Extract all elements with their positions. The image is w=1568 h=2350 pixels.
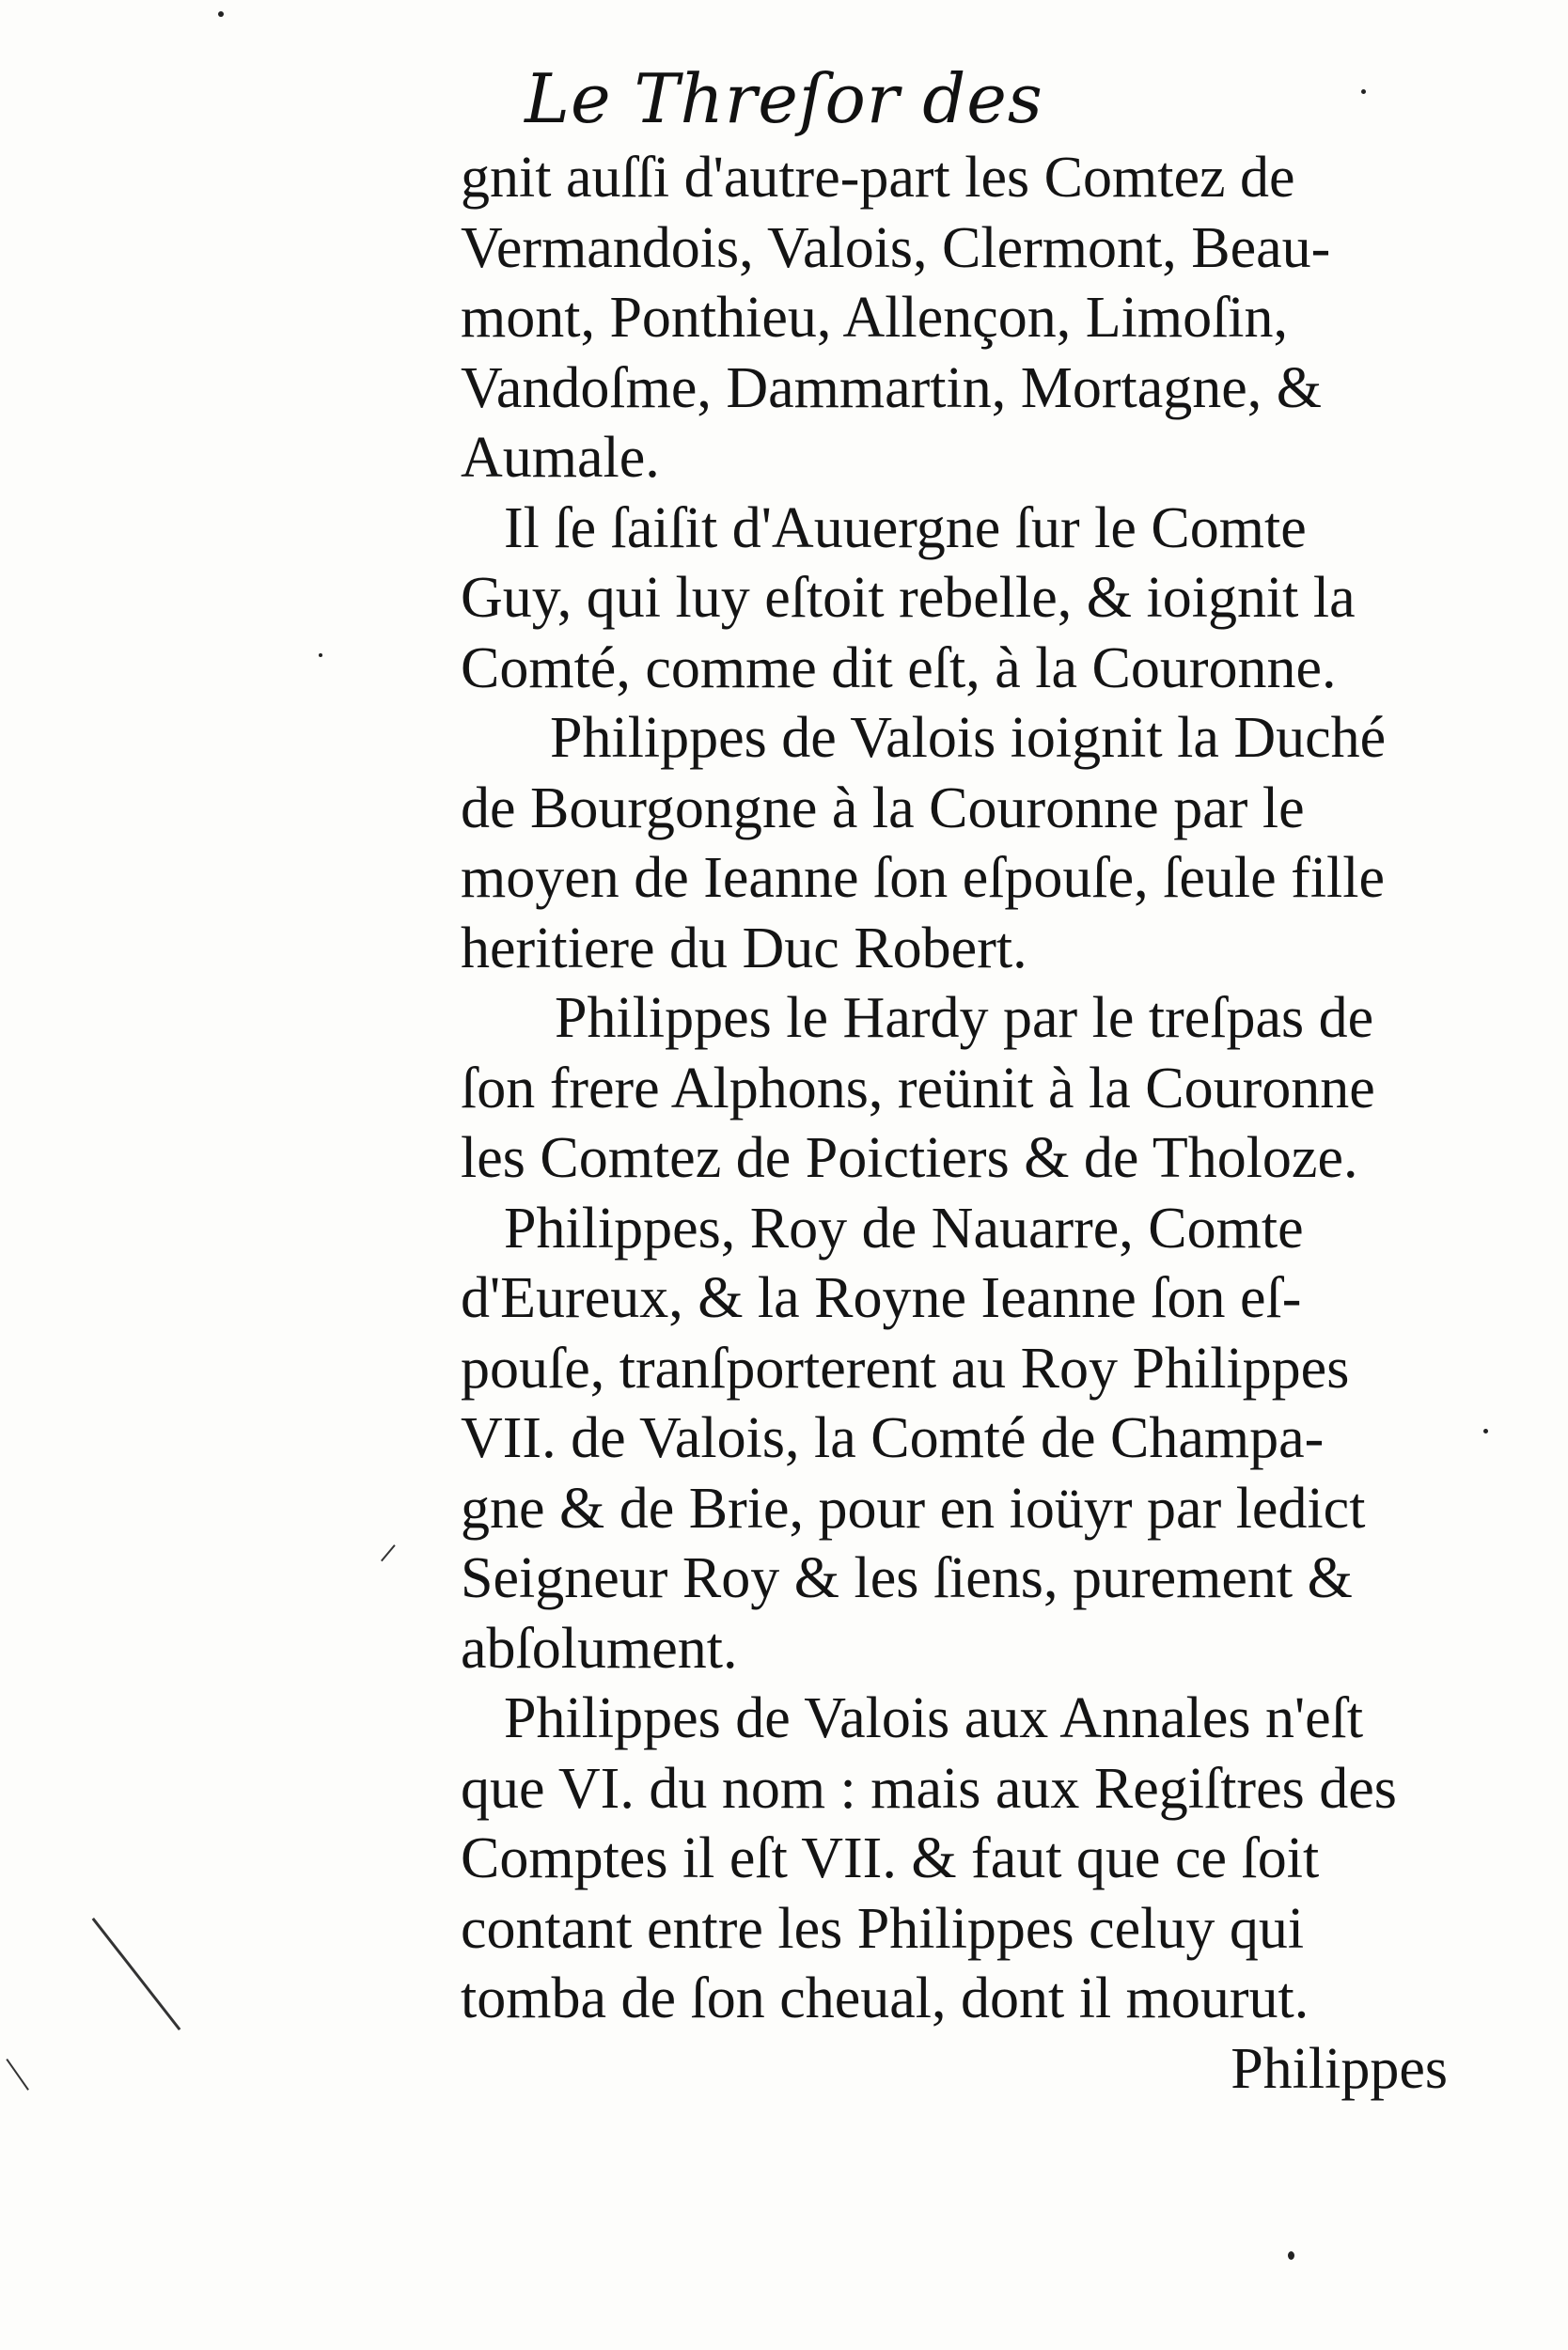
text-line-11: moyen de Ieanne ſon eſpouſe, ſeule fille xyxy=(461,846,1386,910)
body-text xyxy=(461,143,1476,2104)
text-line-23: Philippes de Valois aux Annales n'eſt xyxy=(504,1686,1364,1750)
scratch-mark xyxy=(6,2059,29,2091)
text-line-17: d'Eureux, & la Royne Ieanne ſon eſ- xyxy=(461,1266,1302,1330)
ink-speck xyxy=(218,11,224,17)
text-line-24: que VI. du nom : mais aux Regiſtres des xyxy=(461,1756,1397,1821)
text-line-10: de Bourgongne à la Couronne par le xyxy=(461,776,1305,840)
text-line-14: ſon frere Alphons, reünit à la Couronne xyxy=(461,1056,1375,1120)
scratch-mark xyxy=(381,1544,396,1561)
text-line-22: abſolument. xyxy=(461,1616,738,1681)
text-line-26: contant entre les Philippes celuy qui xyxy=(461,1896,1305,1961)
ink-speck xyxy=(1361,89,1366,94)
ink-speck xyxy=(1483,1429,1488,1434)
text-line-21: Seigneur Roy & les ſiens, purement & xyxy=(461,1546,1353,1610)
text-line-15: les Comtez de Poictiers & de Tholoze. xyxy=(461,1126,1358,1190)
text-line-9: Philippes de Valois ioignit la Duché xyxy=(550,706,1387,770)
text-line-16: Philippes, Roy de Nauarre, Comte xyxy=(504,1196,1304,1261)
text-line-4: Vandoſme, Dammartin, Mortagne, & xyxy=(461,355,1323,420)
text-line-3: mont, Ponthieu, Allençon, Limoſin, xyxy=(461,286,1289,350)
ink-speck xyxy=(1288,2251,1294,2260)
running-title: Le Threſor des xyxy=(525,59,1043,138)
text-line-12: heritiere du Duc Robert. xyxy=(461,916,1027,980)
text-line-2: Vermandois, Valois, Clermont, Beau- xyxy=(461,215,1331,280)
text-line-5: Aumale. xyxy=(461,426,660,490)
text-line-27: tomba de ſon cheual, dont il mourut. xyxy=(461,1966,1309,2030)
text-line-19: VII. de Valois, la Comté de Champa- xyxy=(461,1406,1325,1470)
text-line-25: Comptes il eſt VII. & faut que ce ſoit xyxy=(461,1826,1320,1890)
catchword: Philippes xyxy=(1231,2036,1448,2101)
text-line-7: Guy, qui luy eſtoit rebelle, & ioignit la xyxy=(461,566,1356,630)
text-line-8: Comté, comme dit eſt, à la Couronne. xyxy=(461,635,1337,700)
scratch-mark xyxy=(92,1918,181,2030)
text-line-20: gne & de Brie, pour en ioüyr par ledict xyxy=(461,1476,1366,1541)
text-line-1: gnit auſſi d'autre-part les Comtez de xyxy=(461,146,1295,210)
text-line-6: Il ſe ſaiſit d'Auuergne ſur le Comte xyxy=(504,495,1307,560)
text-line-13: Philippes le Hardy par le treſpas de xyxy=(555,986,1374,1050)
text-line-18: pouſe, tranſporterent au Roy Philippes xyxy=(461,1336,1350,1401)
ink-speck xyxy=(319,653,322,657)
